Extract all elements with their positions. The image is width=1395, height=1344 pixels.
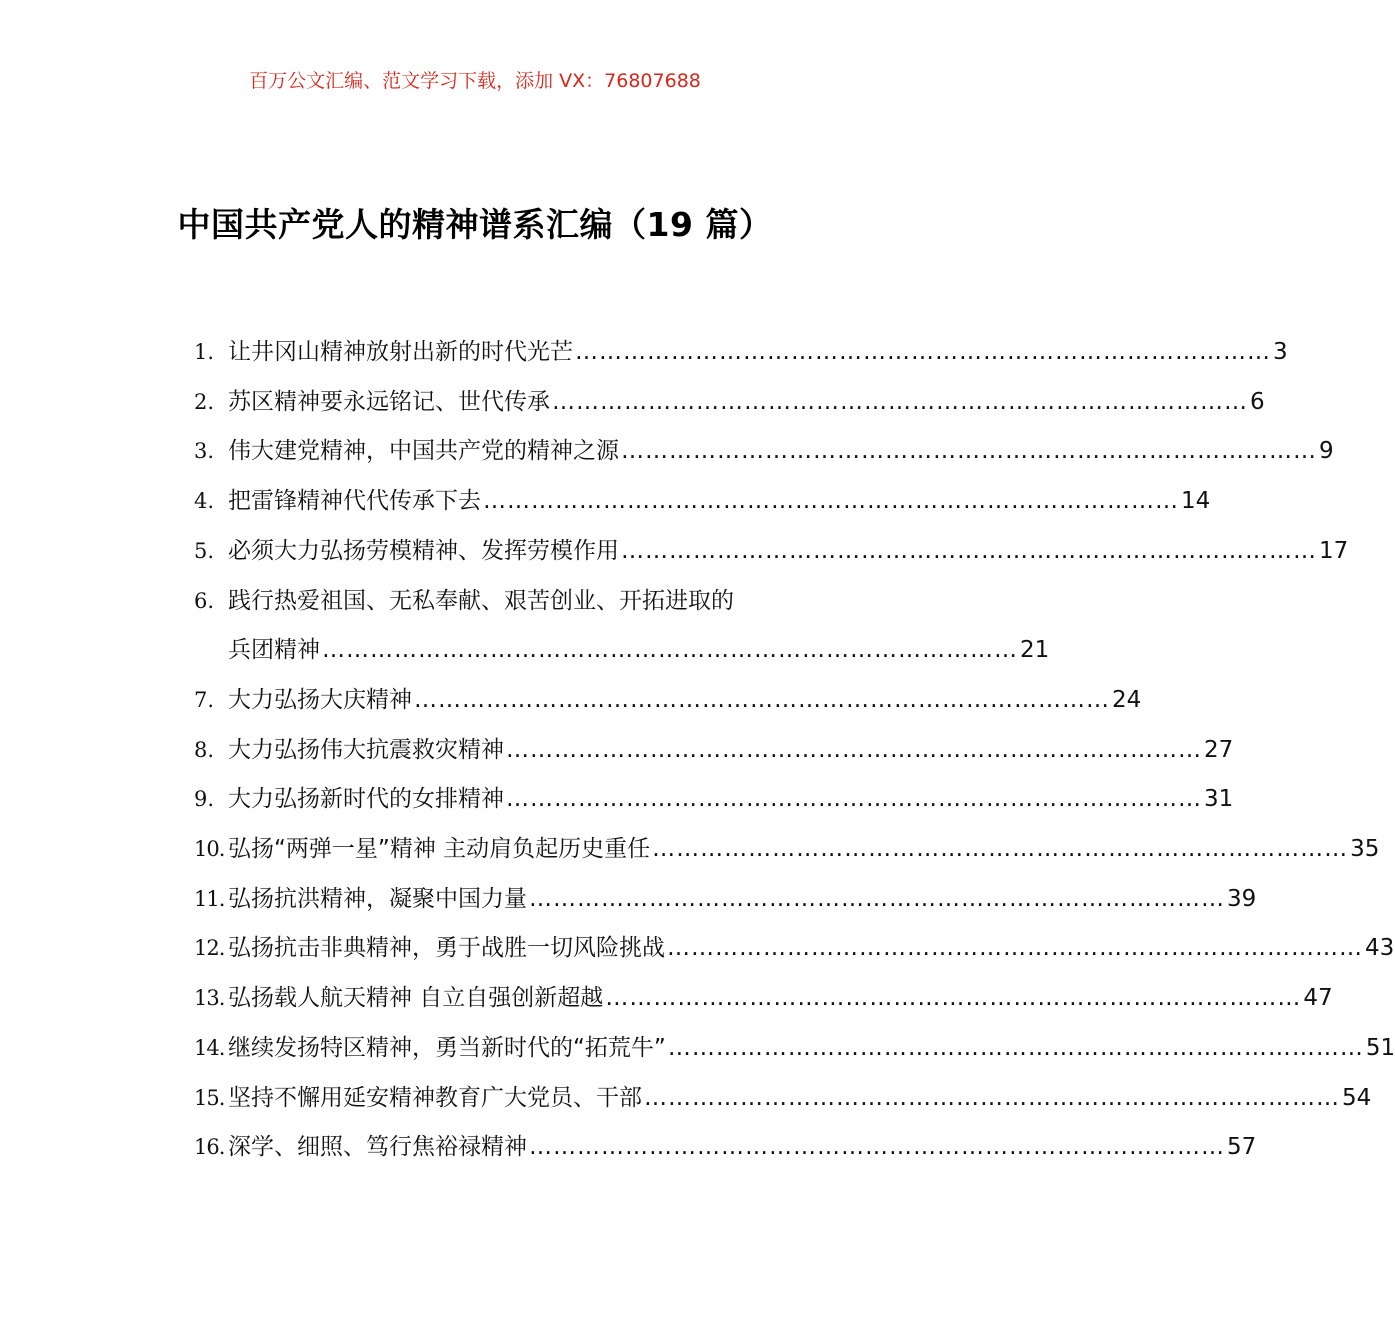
toc-entry-title: 大力弘扬大庆精神: [228, 686, 412, 713]
toc-entry-page: 43: [1365, 935, 1395, 962]
dot-leader: ……………………………………………………………………………: [483, 488, 1179, 515]
toc-entry-page: 47: [1303, 985, 1333, 1012]
toc-entry[interactable]: [194, 1074, 1372, 1124]
toc-entry-number: 7.: [194, 687, 215, 712]
toc-entry[interactable]: [194, 974, 1333, 1024]
toc-entry-title: 继续发扬特区精神，勇当新时代的“拓荒牛”: [228, 1034, 666, 1061]
dot-leader: ……………………………………………………………………………: [552, 388, 1248, 415]
toc-entry-number: 10.: [194, 837, 225, 862]
toc-entry[interactable]: [194, 328, 1288, 378]
toc-entry-page: 31: [1204, 786, 1234, 813]
dot-leader: ……………………………………………………………………………: [621, 537, 1317, 564]
toc-entry-number: 8.: [194, 737, 215, 762]
toc-entry-number: 9.: [194, 787, 215, 812]
toc-entry-title: 弘扬载人航天精神 自立自强创新超越: [228, 985, 604, 1012]
dot-leader: ……………………………………………………………………………: [529, 1134, 1225, 1161]
table-of-contents: [194, 328, 1395, 1173]
toc-entry-number: 2.: [194, 389, 215, 414]
toc-entry-number: 11.: [194, 886, 225, 911]
toc-entry-page: 51: [1365, 1034, 1395, 1061]
dot-leader: ……………………………………………………………………………: [322, 637, 1018, 664]
toc-entry-number: 12.: [194, 936, 225, 961]
toc-entry-page: 14: [1181, 488, 1211, 515]
toc-entry-page: 24: [1112, 686, 1142, 713]
toc-entry-title: 坚持不懈用延安精神教育广大党员、干部: [228, 1084, 642, 1111]
toc-entry-number: 4.: [194, 489, 215, 514]
toc-entry-title: 弘扬抗击非典精神，勇于战胜一切风险挑战: [228, 935, 665, 962]
dot-leader: ……………………………………………………………………………: [621, 438, 1317, 465]
dot-leader: ……………………………………………………………………………: [605, 985, 1302, 1012]
toc-entry[interactable]: [194, 924, 1395, 974]
toc-entry[interactable]: [194, 775, 1234, 825]
toc-entry-number: 15.: [194, 1085, 225, 1110]
toc-entry-page: 9: [1319, 438, 1334, 465]
toc-entry-page: 6: [1250, 388, 1265, 415]
toc-entry-title: 大力弘扬新时代的女排精神: [228, 786, 504, 813]
toc-entry-title: 苏区精神要永远铭记、世代传承: [228, 388, 550, 415]
toc-entry[interactable]: [194, 378, 1265, 428]
toc-entry-page: 54: [1342, 1084, 1372, 1111]
toc-entry-title: 大力弘扬伟大抗震救灾精神: [228, 736, 504, 763]
toc-entry[interactable]: [194, 726, 1234, 776]
dot-leader: ……………………………………………………………………………: [644, 1084, 1340, 1111]
dot-leader: ……………………………………………………………………………: [667, 935, 1363, 962]
toc-entry[interactable]: [194, 1123, 1257, 1173]
toc-entry-number: 16.: [194, 1135, 225, 1160]
toc-entry-title: 弘扬“两弹一星”精神 主动肩负起历史重任: [228, 836, 651, 863]
document-title: 中国共产党人的精神谱系汇编（19 篇）: [177, 205, 773, 244]
toc-entry[interactable]: [194, 527, 1349, 577]
toc-entry-number: 14.: [194, 1035, 225, 1060]
toc-entry[interactable]: [194, 676, 1142, 726]
toc-entry[interactable]: [194, 577, 1050, 676]
toc-entry-page: 3: [1273, 339, 1288, 365]
toc-entry-title-continuation: 兵团精神: [228, 637, 320, 664]
toc-entry-title: 伟大建党精神，中国共产党的精神之源: [228, 438, 619, 465]
toc-entry-page: 21: [1020, 637, 1050, 664]
toc-entry-title: 让井冈山精神放射出新的时代光芒: [228, 339, 573, 365]
toc-entry-title: 弘扬抗洪精神，凝聚中国力量: [228, 885, 527, 912]
dot-leader: ……………………………………………………………………………: [575, 339, 1271, 365]
dot-leader: ……………………………………………………………………………: [414, 686, 1110, 713]
toc-entry-title: 践行热爱祖国、无私奉献、艰苦创业、开拓进取的: [228, 587, 734, 614]
dot-leader: ……………………………………………………………………………: [652, 836, 1349, 863]
toc-entry-page: 57: [1227, 1134, 1257, 1161]
toc-entry-page: 35: [1350, 836, 1380, 863]
toc-entry-page: 17: [1319, 537, 1349, 564]
header-note: 百万公文汇编、范文学习下载，添加 VX：76807688: [249, 70, 701, 92]
toc-entry-title: 深学、细照、笃行焦裕禄精神: [228, 1134, 527, 1161]
toc-entry-number: 13.: [194, 986, 225, 1011]
toc-entry-page: 27: [1204, 736, 1234, 763]
toc-entry-number: 1.: [194, 340, 215, 364]
toc-entry[interactable]: [194, 825, 1380, 875]
toc-entry[interactable]: [194, 477, 1211, 527]
toc-entry[interactable]: [194, 427, 1334, 477]
dot-leader: ……………………………………………………………………………: [529, 885, 1225, 912]
toc-entry-number: 3.: [194, 439, 215, 464]
toc-entry-number: 5.: [194, 538, 215, 563]
toc-entry[interactable]: [194, 875, 1257, 925]
toc-entry-number: 6.: [194, 588, 215, 613]
dot-leader: ……………………………………………………………………………: [506, 736, 1202, 763]
toc-entry-title: 必须大力弘扬劳模精神、发挥劳模作用: [228, 537, 619, 564]
toc-entry-page: 39: [1227, 885, 1257, 912]
toc-entry[interactable]: [194, 1024, 1395, 1074]
dot-leader: ……………………………………………………………………………: [667, 1034, 1364, 1061]
dot-leader: ……………………………………………………………………………: [506, 786, 1202, 813]
toc-entry-title: 把雷锋精神代代传承下去: [228, 488, 481, 515]
